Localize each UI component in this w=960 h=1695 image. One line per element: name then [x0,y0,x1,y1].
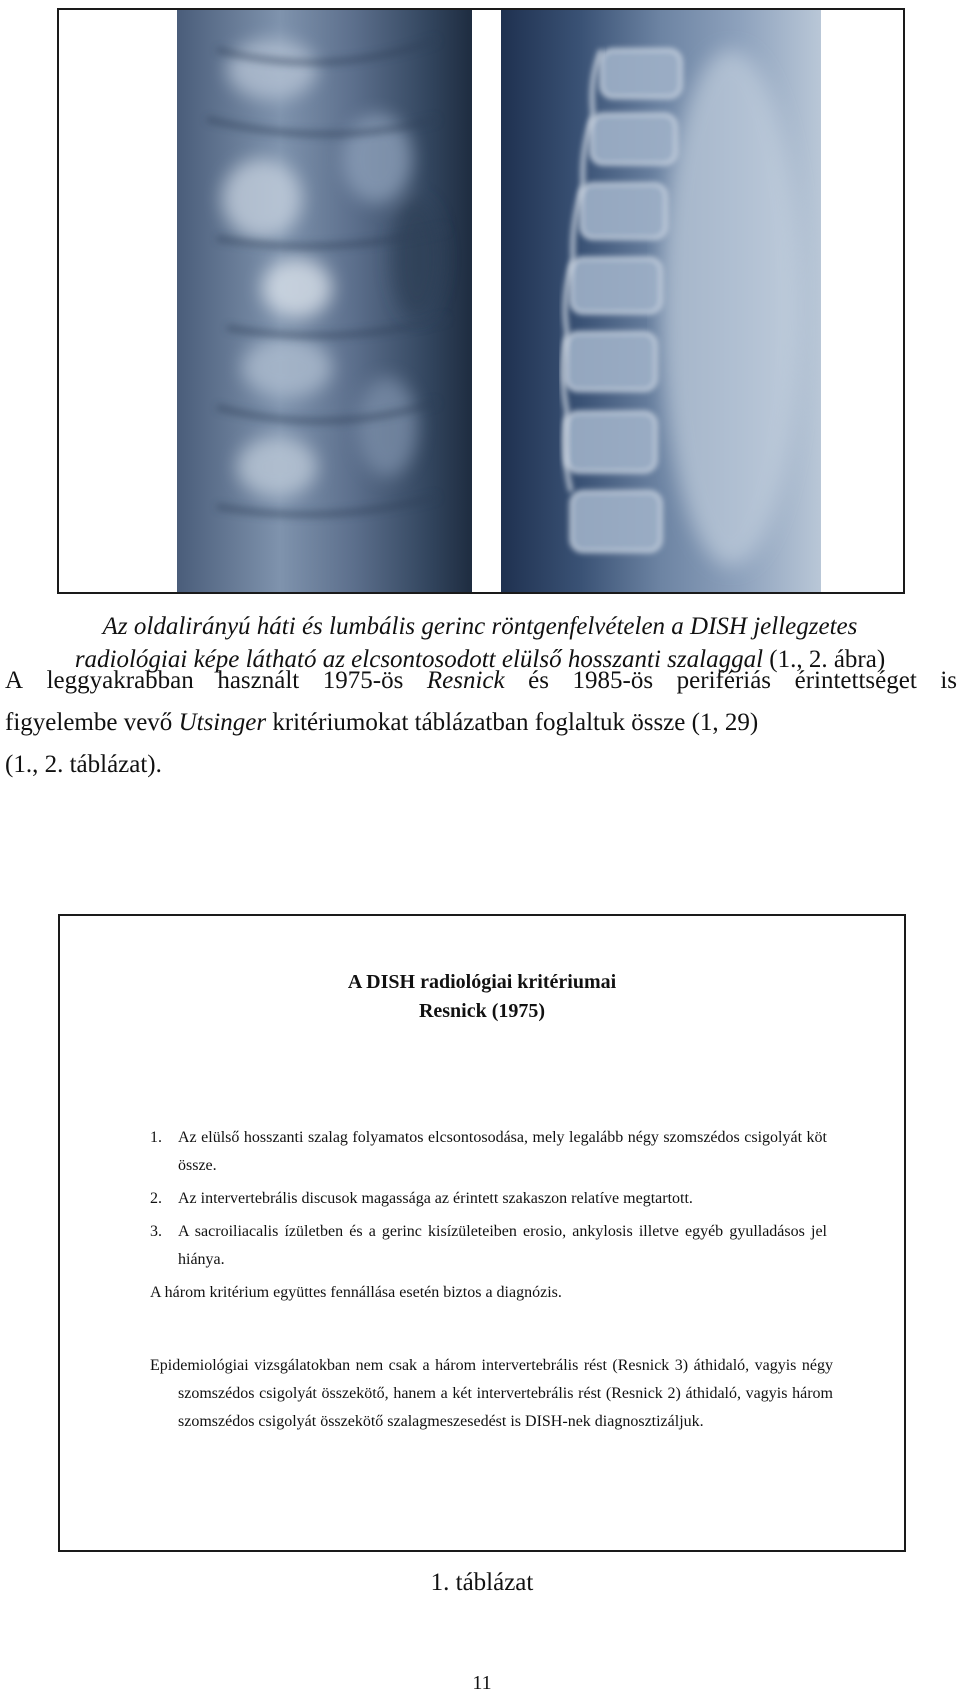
body-word: használt [217,667,300,694]
body-word: leggyakrabban [46,667,194,694]
table-subtitle: Resnick (1975) [418,1000,546,1022]
table-label: 1. táblázat [430,1569,534,1596]
criteria-number: 1. [150,1129,162,1146]
body-line-2 [5,702,957,744]
body-word: 1975-ös [322,667,404,694]
caption-line-2-text: radiológiai képe látható az elcsontosodott elülső hosszanti szalaggal [74,646,764,673]
epidemiology-note: Epidemiológiai vizsgálatokban nem csak a három intervertebrális rést (Resnick 3) áthidaló, vagyis négy szomszédos csigolyát összekötő, hanem a két intervertebrális rést (Resnick 2) áthidaló, vagyis három szomszédos csigolyát összekötő szalagmeszesedést is DISH-nek diagnosztizáljuk. [150,1357,833,1430]
criteria-table [58,914,906,1552]
body-word-utsinger: Utsinger [178,709,267,736]
body-text-segment: kritériumokat táblázatban foglaltuk össze (1, 29) [266,709,759,736]
body-word: perifériás [676,667,772,694]
body-word-resnick: Resnick [426,667,505,694]
body-text-segment: figyelembe vevő [5,709,179,736]
caption-line-1: Az oldalirányú háti és lumbális gerinc röntgenfelvételen a DISH jellegzetes [102,613,858,640]
xray-figure [57,8,905,594]
xray-thoracic-spine-image [177,10,472,592]
body-text-segment: (1., 2. táblázat). [5,751,162,778]
caption-figure-reference: (1., 2. ábra) [763,646,886,673]
criteria-text: Az intervertebrális discusok magassága az érintett szakaszon relatíve megtartott. [178,1190,693,1207]
body-paragraph [5,660,957,786]
body-line-3 [5,744,957,786]
criteria-summary: A három kritérium együttes fennállása esetén biztos a diagnózis. [150,1284,562,1301]
body-word: és [528,667,549,694]
criteria-text: A sacroiliacalis ízületben és a gerinc kisízületeiben erosio, ankylosis illetve egyéb gyulladásos jel hiánya. [178,1223,827,1268]
body-word: érintettséget [794,667,917,694]
criteria-number: 3. [150,1223,162,1240]
table-title: A DISH radiológiai kritériumai [347,971,617,993]
criteria-list [150,1124,827,1307]
table-heading [60,968,904,1026]
criteria-item [150,1124,827,1180]
body-word: 1985-ös [572,667,654,694]
body-word: is [940,667,957,694]
criteria-text: Az elülső hosszanti szalag folyamatos elcsontosodása, mely legalább négy szomszédos csigolyát köt össze. [178,1129,827,1174]
criteria-number: 2. [150,1190,162,1207]
criteria-item [150,1218,827,1274]
xray-lumbar-spine-image [501,10,821,592]
body-word: A [5,667,24,694]
body-line-1 [5,660,957,702]
criteria-item [150,1185,827,1213]
page-number: 11 [472,1672,492,1694]
